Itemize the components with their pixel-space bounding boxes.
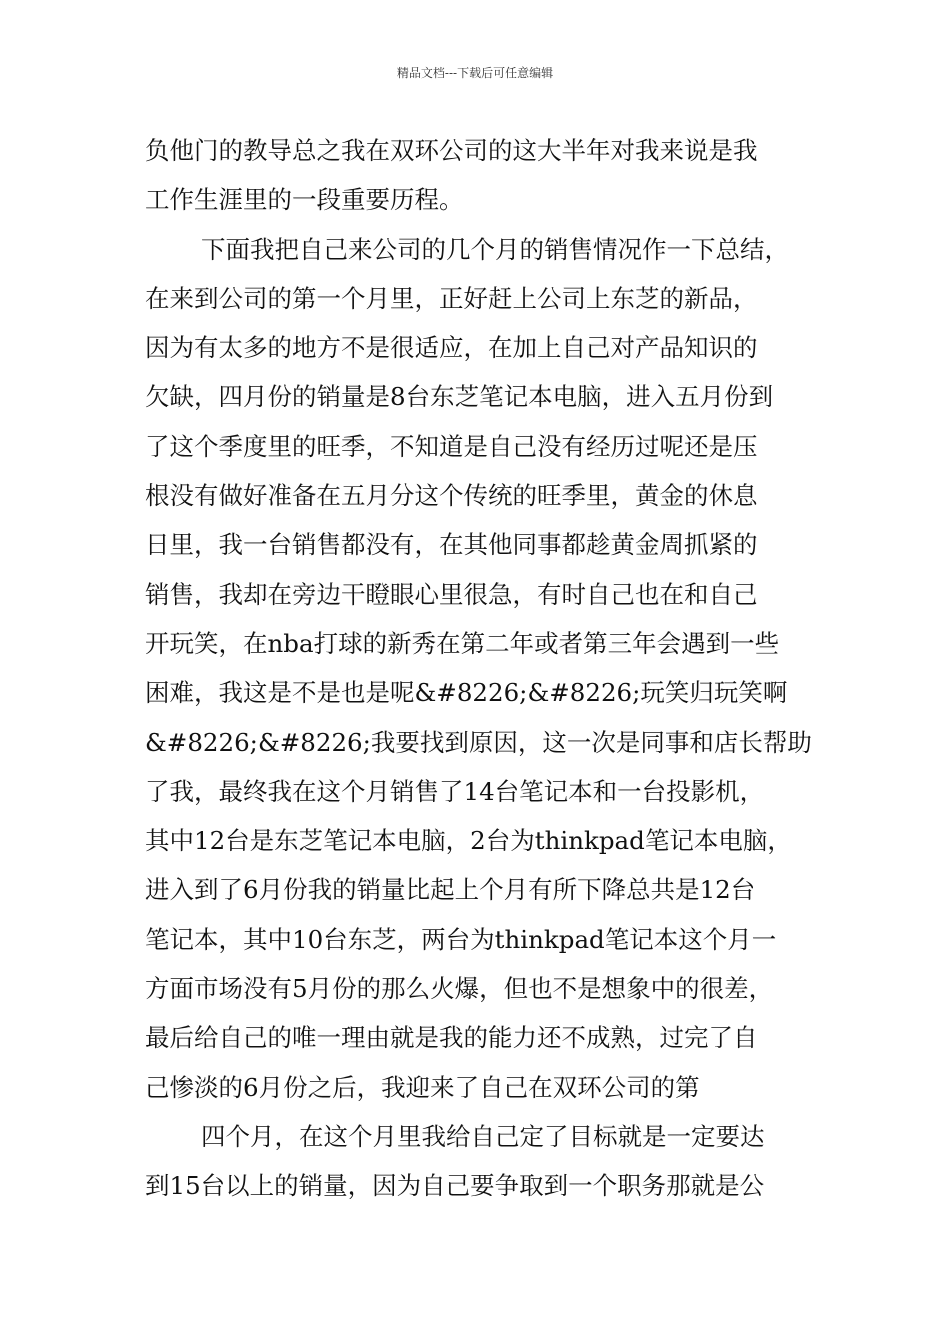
text-line: 欠缺，四月份的销量是8台东芝笔记本电脑，进入五月份到 xyxy=(145,382,774,412)
text-line: 日里，我一台销售都没有，在其他同事都趁黄金周抓紧的 xyxy=(145,530,758,560)
text-line: 根没有做好准备在五月分这个传统的旺季里，黄金的休息 xyxy=(145,481,758,511)
text-line: 负他门的教导总之我在双环公司的这大半年对我来说是我 xyxy=(145,136,758,165)
text-line: 到15台以上的销量，因为自己要争取到一个职务那就是公 xyxy=(145,1171,765,1201)
text-line: 了这个季度里的旺季，不知道是自己没有经历过呢还是压 xyxy=(145,431,758,461)
text-line: 开玩笑，在nba打球的新秀在第二年或者第三年会遇到一些 xyxy=(145,628,780,658)
page-header: 精品文档---下载后可任意编辑 xyxy=(396,66,554,80)
text-line: 笔记本，其中10台东芝，两台为thinkpad笔记本这个月一 xyxy=(145,924,777,954)
text-line: 方面市场没有5月份的那么火爆，但也不是想象中的很差， xyxy=(145,974,774,1004)
text-line: 销售，我却在旁边干瞪眼心里很急，有时自己也在和自己 xyxy=(145,579,758,609)
text-line: 因为有太多的地方不是很适应，在加上自己对产品知识的 xyxy=(145,333,758,363)
text-line: 进入到了6月份我的销量比起上个月有所下降总共是12台 xyxy=(145,875,756,905)
text-line: 最后给自己的唯一理由就是我的能力还不成熟，过完了自 xyxy=(145,1023,758,1053)
text-line: 工作生涯里的一段重要历程。 xyxy=(145,185,464,215)
text-line: 其中12台是东芝笔记本电脑，2台为thinkpad笔记本电脑， xyxy=(145,826,792,856)
text-line: 己惨淡的6月份之后，我迎来了自己在双环公司的第 xyxy=(145,1072,700,1102)
text-line: 下面我把自己来公司的几个月的销售情况作一下总结， xyxy=(201,234,789,264)
text-line: 四个月，在这个月里我给自己定了目标就是一定要达 xyxy=(201,1121,765,1151)
text-line: &#8226;&#8226;我要找到原因，这一次是同事和店长帮助 xyxy=(145,727,812,757)
text-line: 在来到公司的第一个月里，正好赶上公司上东芝的新品， xyxy=(145,283,758,313)
text-line: 困难，我这是不是也是呢&#8226;&#8226;玩笑归玩笑啊 xyxy=(145,678,788,708)
text-line: 了我，最终我在这个月销售了14台笔记本和一台投影机， xyxy=(145,776,765,806)
body-text xyxy=(145,126,835,1211)
